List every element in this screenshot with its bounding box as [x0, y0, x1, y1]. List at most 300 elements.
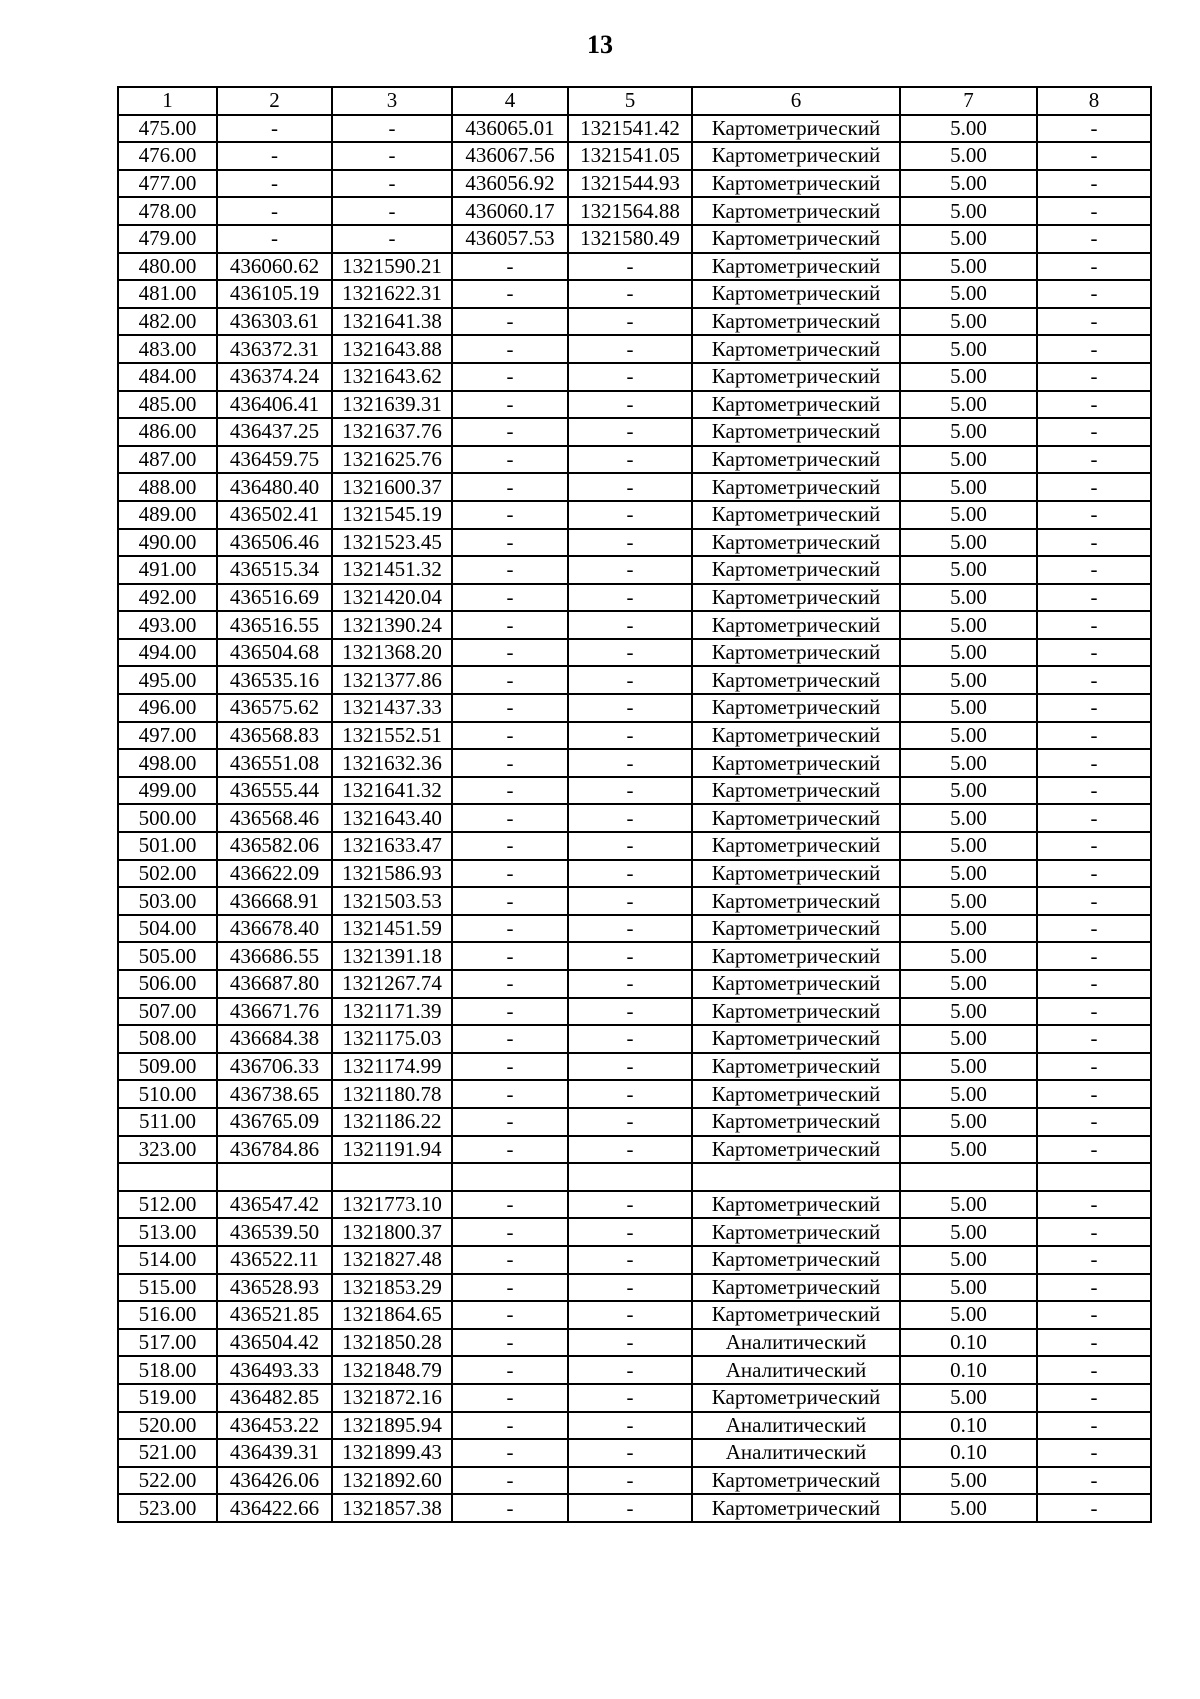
table-cell: -: [1037, 804, 1151, 832]
table-cell: Картометрический: [692, 197, 900, 225]
table-row: [118, 1439, 1151, 1467]
table-cell: -: [1037, 1191, 1151, 1219]
table-cell: 503.00: [118, 887, 217, 915]
table-cell: -: [568, 1218, 692, 1246]
table-cell: Картометрический: [692, 1191, 900, 1219]
table-cell: Картометрический: [692, 915, 900, 943]
table-cell: 5.00: [900, 694, 1037, 722]
table-cell: 520.00: [118, 1412, 217, 1440]
table-cell: -: [1037, 335, 1151, 363]
table-cell: 482.00: [118, 308, 217, 336]
table-cell: 522.00: [118, 1467, 217, 1495]
table-cell: Картометрический: [692, 1053, 900, 1081]
table-cell: 1321641.38: [332, 308, 452, 336]
table-cell: 5.00: [900, 1494, 1037, 1522]
table-cell: -: [452, 860, 568, 888]
table-cell: 511.00: [118, 1108, 217, 1136]
table-cell: -: [568, 1246, 692, 1274]
table-cell: -: [452, 529, 568, 557]
table-cell: -: [1037, 142, 1151, 170]
table-cell: -: [452, 1356, 568, 1384]
header-row: [118, 87, 1151, 115]
table-cell: Картометрический: [692, 1274, 900, 1302]
table-row: [118, 363, 1151, 391]
table-row: [118, 1191, 1151, 1219]
table-cell: 436303.61: [217, 308, 332, 336]
table-cell: 436482.85: [217, 1384, 332, 1412]
table-cell: Картометрический: [692, 556, 900, 584]
table-cell: -: [452, 749, 568, 777]
table-cell: 5.00: [900, 473, 1037, 501]
table-cell: 5.00: [900, 1274, 1037, 1302]
table-cell: 1321632.36: [332, 749, 452, 777]
table-cell: 436453.22: [217, 1412, 332, 1440]
table-cell: -: [1037, 722, 1151, 750]
table-cell: 436784.86: [217, 1136, 332, 1164]
table-cell: 491.00: [118, 556, 217, 584]
table-cell: 436057.53: [452, 225, 568, 253]
table-cell: 1321643.62: [332, 363, 452, 391]
table-cell: 1321175.03: [332, 1025, 452, 1053]
table-cell: 483.00: [118, 335, 217, 363]
table-cell: -: [452, 280, 568, 308]
table-cell: Аналитический: [692, 1329, 900, 1357]
table-cell: 5.00: [900, 666, 1037, 694]
table-row: [118, 1163, 1151, 1191]
table-cell: -: [568, 253, 692, 281]
table-cell: -: [1037, 887, 1151, 915]
table-cell: 436506.46: [217, 529, 332, 557]
table-cell: 5.00: [900, 170, 1037, 198]
table-cell: -: [568, 501, 692, 529]
table-cell: 5.00: [900, 1384, 1037, 1412]
table-cell: -: [1037, 556, 1151, 584]
table-cell: -: [1037, 1218, 1151, 1246]
table-cell: -: [1037, 308, 1151, 336]
table-cell: Картометрический: [692, 1080, 900, 1108]
table-cell: -: [1037, 501, 1151, 529]
table-cell: 477.00: [118, 170, 217, 198]
table-cell: 436687.80: [217, 970, 332, 998]
table-cell: 436568.46: [217, 804, 332, 832]
table-cell: 1321191.94: [332, 1136, 452, 1164]
table-row: [118, 473, 1151, 501]
table-cell: -: [1037, 1246, 1151, 1274]
table-cell: -: [1037, 611, 1151, 639]
table-row: [118, 556, 1151, 584]
table-row: [118, 1467, 1151, 1495]
table-cell: -: [1037, 1329, 1151, 1357]
table-cell: 5.00: [900, 998, 1037, 1026]
table-cell: 436067.56: [452, 142, 568, 170]
table-cell: [118, 1163, 217, 1191]
table-cell: 1321180.78: [332, 1080, 452, 1108]
table-row: [118, 722, 1151, 750]
table-cell: Картометрический: [692, 1025, 900, 1053]
table-cell: 500.00: [118, 804, 217, 832]
table-cell: -: [1037, 391, 1151, 419]
table-cell: -: [452, 1191, 568, 1219]
table-cell: 1321451.59: [332, 915, 452, 943]
table-cell: 1321586.93: [332, 860, 452, 888]
table-cell: 436065.01: [452, 115, 568, 143]
table-cell: -: [1037, 1494, 1151, 1522]
table-row: [118, 887, 1151, 915]
table-cell: 517.00: [118, 1329, 217, 1357]
table-cell: -: [1037, 584, 1151, 612]
table-cell: -: [568, 1080, 692, 1108]
table-cell: -: [452, 887, 568, 915]
table-cell: 5.00: [900, 1246, 1037, 1274]
table-cell: -: [568, 998, 692, 1026]
table-cell: 5.00: [900, 639, 1037, 667]
table-cell: 0.10: [900, 1439, 1037, 1467]
table-cell: -: [452, 556, 568, 584]
table-cell: -: [568, 666, 692, 694]
table-cell: -: [452, 998, 568, 1026]
table-cell: Картометрический: [692, 749, 900, 777]
table-cell: 5.00: [900, 529, 1037, 557]
table-row: [118, 970, 1151, 998]
table-cell: 490.00: [118, 529, 217, 557]
table-cell: -: [1037, 1412, 1151, 1440]
table-cell: -: [568, 280, 692, 308]
table-row: [118, 860, 1151, 888]
table-cell: 1321437.33: [332, 694, 452, 722]
table-cell: 5.00: [900, 335, 1037, 363]
table-cell: -: [1037, 749, 1151, 777]
table-cell: -: [452, 1384, 568, 1412]
table-row: [118, 777, 1151, 805]
table-cell: -: [568, 584, 692, 612]
table-cell: 498.00: [118, 749, 217, 777]
table-row: [118, 1274, 1151, 1302]
table-cell: 1321872.16: [332, 1384, 452, 1412]
table-cell: 1321773.10: [332, 1191, 452, 1219]
table-cell: 1321625.76: [332, 446, 452, 474]
table-cell: Картометрический: [692, 611, 900, 639]
table-row: [118, 280, 1151, 308]
table-cell: 1321503.53: [332, 887, 452, 915]
table-cell: Картометрический: [692, 225, 900, 253]
table-cell: 509.00: [118, 1053, 217, 1081]
table-cell: 1321600.37: [332, 473, 452, 501]
table-row: [118, 1301, 1151, 1329]
table-cell: 436515.34: [217, 556, 332, 584]
table-cell: Картометрический: [692, 473, 900, 501]
table-cell: 436516.69: [217, 584, 332, 612]
table-row: [118, 804, 1151, 832]
table-row: [118, 1136, 1151, 1164]
table-cell: 436765.09: [217, 1108, 332, 1136]
table-cell: 436668.91: [217, 887, 332, 915]
table-cell: Картометрический: [692, 1218, 900, 1246]
table-cell: -: [452, 639, 568, 667]
table-cell: -: [568, 1356, 692, 1384]
table-cell: -: [1037, 1108, 1151, 1136]
table-cell: -: [1037, 473, 1151, 501]
table-cell: 5.00: [900, 253, 1037, 281]
table-cell: -: [217, 115, 332, 143]
table-cell: 0.10: [900, 1356, 1037, 1384]
table-row: [118, 749, 1151, 777]
table-cell: -: [568, 1025, 692, 1053]
table-cell: 5.00: [900, 197, 1037, 225]
table-cell: Картометрический: [692, 1467, 900, 1495]
table-cell: -: [452, 308, 568, 336]
table-cell: 436480.40: [217, 473, 332, 501]
table-row: [118, 197, 1151, 225]
column-header: 7: [900, 87, 1037, 115]
table-cell: -: [568, 722, 692, 750]
table-cell: -: [568, 391, 692, 419]
table-cell: -: [452, 832, 568, 860]
table-cell: 504.00: [118, 915, 217, 943]
table-header: [118, 87, 1151, 115]
table-cell: 513.00: [118, 1218, 217, 1246]
table-cell: -: [332, 197, 452, 225]
table-cell: 436622.09: [217, 860, 332, 888]
table-cell: Картометрический: [692, 1384, 900, 1412]
table-cell: 323.00: [118, 1136, 217, 1164]
table-cell: 5.00: [900, 832, 1037, 860]
table-row: [118, 1329, 1151, 1357]
table-cell: 436551.08: [217, 749, 332, 777]
table-row: [118, 942, 1151, 970]
table-cell: -: [568, 556, 692, 584]
table-cell: [452, 1163, 568, 1191]
table-cell: -: [568, 970, 692, 998]
table-cell: 5.00: [900, 1191, 1037, 1219]
table-cell: 436422.66: [217, 1494, 332, 1522]
table-cell: -: [1037, 363, 1151, 391]
table-cell: Картометрический: [692, 860, 900, 888]
table-row: [118, 1080, 1151, 1108]
table-cell: 1321580.49: [568, 225, 692, 253]
table-cell: 488.00: [118, 473, 217, 501]
table-cell: 436706.33: [217, 1053, 332, 1081]
table-cell: -: [1037, 1467, 1151, 1495]
table-row: [118, 142, 1151, 170]
table-cell: -: [568, 1329, 692, 1357]
table-cell: 5.00: [900, 501, 1037, 529]
table-row: [118, 170, 1151, 198]
table-row: [118, 832, 1151, 860]
table-cell: 506.00: [118, 970, 217, 998]
table-cell: 1321391.18: [332, 942, 452, 970]
table-cell: -: [452, 1412, 568, 1440]
table-cell: 5.00: [900, 777, 1037, 805]
table-cell: 1321523.45: [332, 529, 452, 557]
table-row: [118, 1356, 1151, 1384]
table-cell: -: [1037, 777, 1151, 805]
table-row: [118, 915, 1151, 943]
table-cell: 1321853.29: [332, 1274, 452, 1302]
table-cell: -: [568, 308, 692, 336]
table-cell: -: [568, 832, 692, 860]
table-cell: 0.10: [900, 1412, 1037, 1440]
table-row: [118, 639, 1151, 667]
table-cell: -: [568, 1384, 692, 1412]
table-cell: 436547.42: [217, 1191, 332, 1219]
table-cell: 436686.55: [217, 942, 332, 970]
table-cell: 436575.62: [217, 694, 332, 722]
table-cell: 1321186.22: [332, 1108, 452, 1136]
table-cell: 1321267.74: [332, 970, 452, 998]
table-cell: -: [452, 777, 568, 805]
table-cell: 1321850.28: [332, 1329, 452, 1357]
table-row: [118, 1053, 1151, 1081]
table-cell: 5.00: [900, 446, 1037, 474]
table-cell: 5.00: [900, 1080, 1037, 1108]
table-cell: -: [1037, 915, 1151, 943]
table-cell: Картометрический: [692, 887, 900, 915]
table-cell: 436521.85: [217, 1301, 332, 1329]
table-cell: 494.00: [118, 639, 217, 667]
table-cell: 1321639.31: [332, 391, 452, 419]
table-cell: 5.00: [900, 860, 1037, 888]
table-cell: -: [1037, 418, 1151, 446]
table-cell: -: [568, 1439, 692, 1467]
table-cell: 515.00: [118, 1274, 217, 1302]
table-cell: 497.00: [118, 722, 217, 750]
table-cell: -: [1037, 942, 1151, 970]
table-cell: -: [568, 335, 692, 363]
table-cell: -: [1037, 1384, 1151, 1412]
table-cell: 5.00: [900, 970, 1037, 998]
table-cell: -: [1037, 1301, 1151, 1329]
table-cell: -: [568, 942, 692, 970]
table-cell: 1321643.88: [332, 335, 452, 363]
table-cell: 505.00: [118, 942, 217, 970]
table-row: [118, 308, 1151, 336]
table-cell: -: [568, 915, 692, 943]
table-cell: 436502.41: [217, 501, 332, 529]
table-cell: 496.00: [118, 694, 217, 722]
coordinates-table: [117, 86, 1152, 1523]
table-cell: -: [568, 529, 692, 557]
table-cell: -: [452, 418, 568, 446]
table-cell: Картометрический: [692, 1136, 900, 1164]
table-cell: 1321895.94: [332, 1412, 452, 1440]
table-row: [118, 335, 1151, 363]
table-cell: Картометрический: [692, 363, 900, 391]
table-cell: 436426.06: [217, 1467, 332, 1495]
table-cell: -: [452, 1080, 568, 1108]
table-cell: -: [1037, 225, 1151, 253]
table-cell: 480.00: [118, 253, 217, 281]
table-cell: Картометрический: [692, 1494, 900, 1522]
table-cell: 1321377.86: [332, 666, 452, 694]
table-cell: 436738.65: [217, 1080, 332, 1108]
table-cell: Картометрический: [692, 970, 900, 998]
table-cell: 499.00: [118, 777, 217, 805]
table-cell: Картометрический: [692, 115, 900, 143]
column-header: 5: [568, 87, 692, 115]
table-cell: 1321368.20: [332, 639, 452, 667]
table-cell: -: [452, 501, 568, 529]
table-cell: 508.00: [118, 1025, 217, 1053]
table-cell: 479.00: [118, 225, 217, 253]
table-cell: 436539.50: [217, 1218, 332, 1246]
table-cell: -: [1037, 446, 1151, 474]
table-cell: -: [568, 1108, 692, 1136]
table-row: [118, 1108, 1151, 1136]
column-header: 8: [1037, 87, 1151, 115]
table-cell: -: [1037, 694, 1151, 722]
table-cell: [217, 1163, 332, 1191]
table-cell: 436582.06: [217, 832, 332, 860]
table-row: [118, 529, 1151, 557]
column-header: 2: [217, 87, 332, 115]
table-cell: 5.00: [900, 804, 1037, 832]
table-cell: -: [332, 170, 452, 198]
table-cell: 514.00: [118, 1246, 217, 1274]
table-cell: -: [217, 142, 332, 170]
table-cell: 436504.68: [217, 639, 332, 667]
table-cell: -: [568, 749, 692, 777]
table-cell: Картометрический: [692, 804, 900, 832]
table-row: [118, 666, 1151, 694]
table-cell: 1321622.31: [332, 280, 452, 308]
table-cell: -: [1037, 1356, 1151, 1384]
table-cell: [1037, 1163, 1151, 1191]
table-cell: -: [452, 1439, 568, 1467]
table-cell: 436372.31: [217, 335, 332, 363]
table-cell: 5.00: [900, 142, 1037, 170]
table-cell: 486.00: [118, 418, 217, 446]
table-cell: Картометрический: [692, 666, 900, 694]
column-header: 6: [692, 87, 900, 115]
table-cell: 436684.38: [217, 1025, 332, 1053]
table-cell: -: [568, 446, 692, 474]
table-cell: 489.00: [118, 501, 217, 529]
table-cell: -: [452, 915, 568, 943]
table-cell: 5.00: [900, 1108, 1037, 1136]
table-cell: -: [568, 1191, 692, 1219]
table-cell: 436056.92: [452, 170, 568, 198]
table-cell: 502.00: [118, 860, 217, 888]
table-cell: -: [568, 418, 692, 446]
table-row: [118, 1025, 1151, 1053]
table-cell: 1321633.47: [332, 832, 452, 860]
table-cell: 485.00: [118, 391, 217, 419]
table-cell: -: [1037, 970, 1151, 998]
table-cell: Картометрический: [692, 253, 900, 281]
table-cell: 521.00: [118, 1439, 217, 1467]
table-cell: [900, 1163, 1037, 1191]
table-cell: -: [568, 1494, 692, 1522]
column-header: 1: [118, 87, 217, 115]
table-cell: -: [1037, 1080, 1151, 1108]
table-cell: -: [1037, 1025, 1151, 1053]
table-cell: -: [1037, 1274, 1151, 1302]
table-cell: 5.00: [900, 363, 1037, 391]
table-cell: 436105.19: [217, 280, 332, 308]
table-cell: -: [1037, 666, 1151, 694]
table-cell: -: [568, 1412, 692, 1440]
table-cell: 436504.42: [217, 1329, 332, 1357]
table-cell: 5.00: [900, 1301, 1037, 1329]
table-cell: Картометрический: [692, 391, 900, 419]
table-cell: -: [217, 225, 332, 253]
table-cell: -: [568, 1053, 692, 1081]
table-cell: 1321541.42: [568, 115, 692, 143]
table-cell: 436528.93: [217, 1274, 332, 1302]
table-cell: -: [452, 1494, 568, 1522]
table-cell: -: [452, 1467, 568, 1495]
table-cell: -: [332, 142, 452, 170]
